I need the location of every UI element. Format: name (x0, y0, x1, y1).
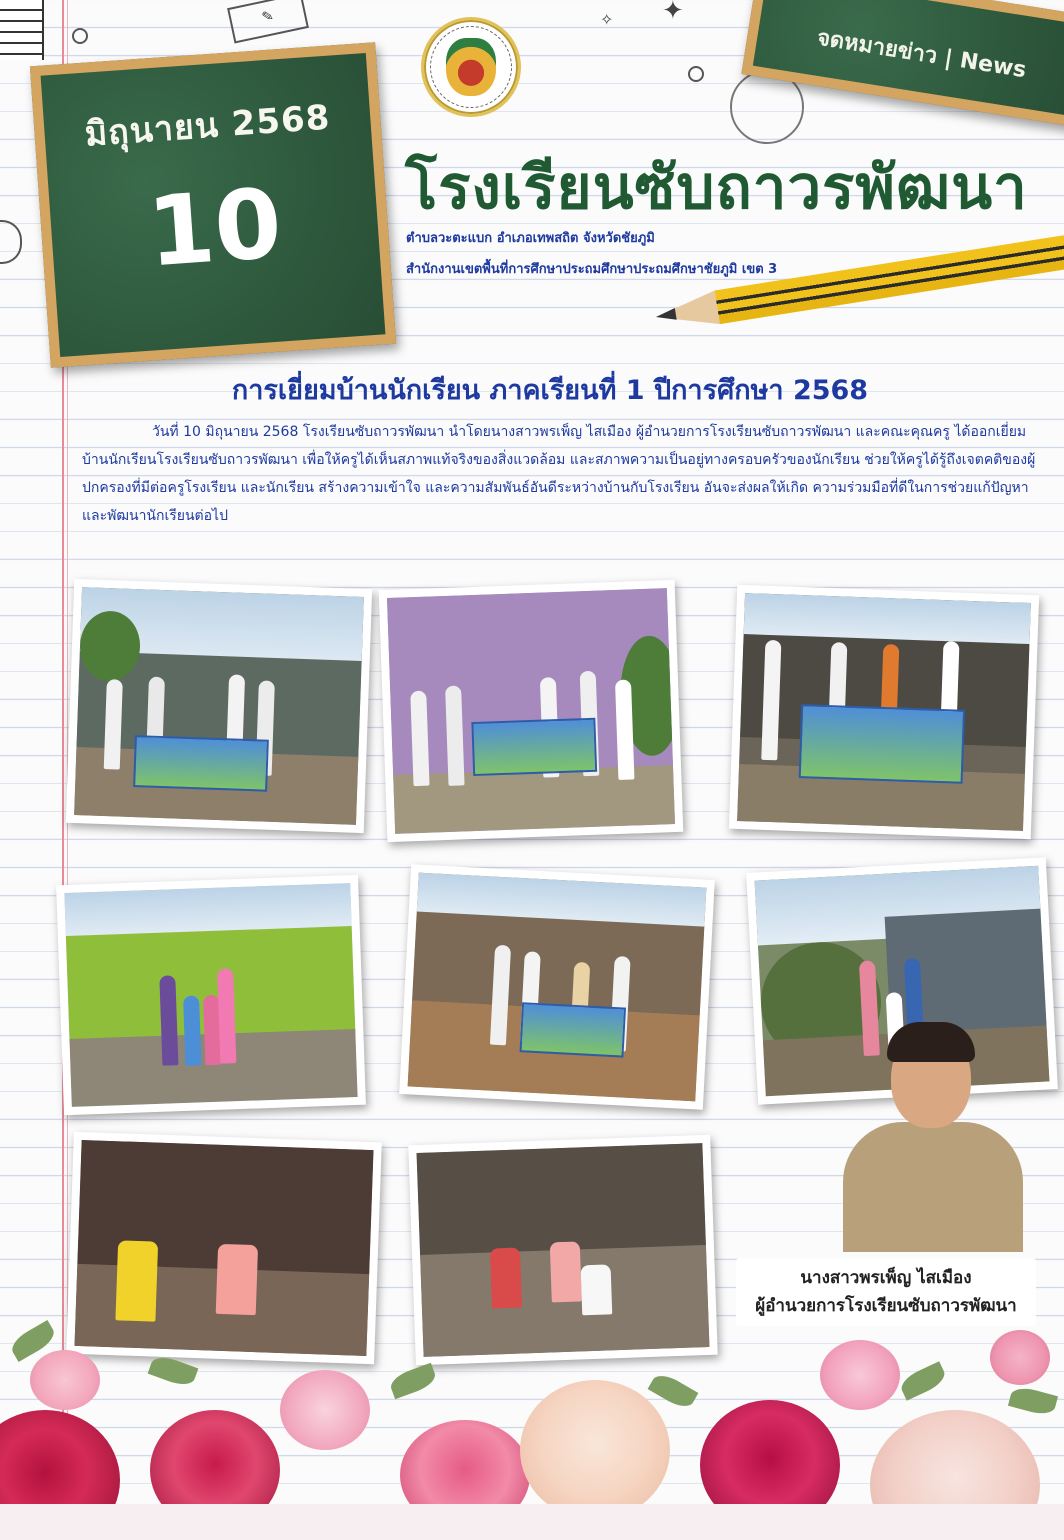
activity-photo-4 (56, 875, 366, 1115)
director-position: ผู้อำนวยการโรงเรียนซับถาวรพัฒนา (755, 1296, 1017, 1316)
date-chalkboard (30, 42, 396, 367)
pencil-decoration-icon (653, 233, 1064, 334)
school-address: ตำบลวะตะแบก อำเภอเทพสถิต จังหวัดชัยภูมิ (406, 231, 655, 246)
news-label: จดหมายข่าว | News (815, 25, 1028, 84)
director-portrait (843, 1022, 1023, 1252)
bottom-band (0, 1504, 1064, 1540)
seal-emblem-icon (446, 38, 496, 96)
board-month-year: มิถุนายน 2568 (83, 97, 332, 155)
director-uniform (843, 1122, 1023, 1252)
circle-doodle-icon (688, 66, 704, 82)
circle-doodle-icon (72, 28, 88, 44)
half-circle-doodle-icon (0, 220, 22, 264)
activity-photo-3 (729, 585, 1039, 839)
sparkle-doodle-icon: ✧ (600, 10, 614, 29)
activity-photo-2 (379, 580, 684, 842)
activity-photo-1 (66, 579, 372, 833)
article-body: วันที่ 10 มิถุนายน 2568 โรงเรียนซับถาวรพัฒนา นำโดยนางสาวพรเพ็ญ ไสเมือง ผู้อำนวยการโรงเรียนซับถาวรพัฒนา และคณะคุณครู ได้ออกเยี่ยมบ้านนักเรียนโรงเรียนซับถาวรพัฒนา เพื่อให้ครูได้เห็นสภาพแท้จริงของสิ่งแวดล้อม และสภาพความเป็นอยู่ทางครอบครัวของนักเรียน ช่วยให้ครูได้รู้ถึงเจตคติของผู้ปกครองที่มีต่อครูโรงเรียน และนักเรียน สร้างความเข้าใจ และความสัมพันธ์อันดีระหว่างบ้านกับโรงเรียน อันจะส่งผลให้เกิด ความร่วมมือที่ดีในการช่วยแก้ปัญหาและพัฒนานักเรียนต่อไป (82, 424, 1036, 524)
rose-border-decoration (0, 1300, 1064, 1540)
director-name: นางสาวพรเพ็ญ ไสเมือง (800, 1268, 972, 1288)
board-day: 10 (144, 167, 286, 289)
article-headline: การเยี่ยมบ้านนักเรียน ภาคเรียนที่ 1 ปีการศึกษา 2568 (231, 375, 869, 406)
books-doodle-icon (0, 0, 44, 60)
activity-photo-5 (399, 864, 715, 1110)
director-hair (887, 1022, 975, 1062)
sticky-note-doodle-icon: ✎ (227, 0, 309, 44)
education-office: สำนักงานเขตพื้นที่การศึกษาประถมศึกษาประถมศึกษาชัยภูมิ เขต 3 (406, 262, 778, 277)
school-name-title: โรงเรียนซับถาวรพัฒนา (405, 153, 1028, 223)
school-seal-logo (421, 17, 521, 117)
sparkle-doodle-icon: ✦ (662, 0, 684, 26)
